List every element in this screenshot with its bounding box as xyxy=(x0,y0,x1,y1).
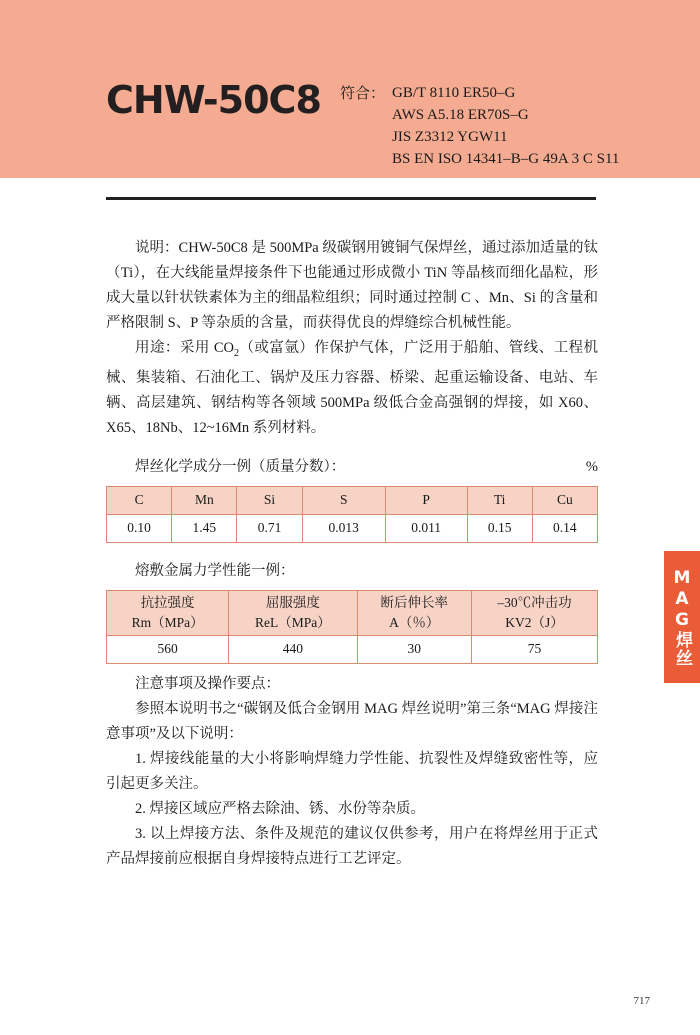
usage-subscript: 2 xyxy=(234,347,240,359)
chem-val-si: 0.71 xyxy=(237,514,302,542)
section-side-tab xyxy=(664,551,700,683)
chem-col-p: P xyxy=(385,486,467,514)
notes-title: 注意事项及操作要点： xyxy=(135,675,280,692)
mechanical-properties-table xyxy=(106,590,598,664)
chem-col-ti: Ti xyxy=(467,486,532,514)
usage-text-after: （或富氩）作保护气体，广泛用于船舶、管线、工程机械、集装箱、石油化工、锅炉及压力容器、桥梁、起重运输设备、电站、车辆、高层建筑、钢结构等各领域 500MPa 级低合金高强钢的焊接，如 X60、X65、18Nb、12~16Mn 系列材料。 xyxy=(106,340,598,436)
table-row xyxy=(107,635,598,663)
chem-val-cu: 0.14 xyxy=(532,514,597,542)
chem-col-si: Si xyxy=(237,486,302,514)
chem-composition-table xyxy=(106,486,598,543)
standard-item: JIS Z3312 YGW11 xyxy=(392,129,508,145)
page-title: CHW-50C8 xyxy=(106,78,321,122)
mech-val-impact: 75 xyxy=(472,635,598,663)
note-item-2: 2. 焊接区域应严格去除油、锈、水份等杂质。 xyxy=(135,800,425,817)
mech-col-tensile-line2: Rm（MPa） xyxy=(131,614,204,630)
chem-val-s: 0.013 xyxy=(302,514,385,542)
page-number: 717 xyxy=(633,995,650,1007)
mech-val-yield: 440 xyxy=(229,635,357,663)
header-divider xyxy=(106,197,596,200)
standard-item: AWS A5.18 ER70S–G xyxy=(392,107,529,123)
description-text: CHW-50C8 是 500MPa 级碳钢用镀铜气保焊丝，通过添加适量的钛（Ti），在大线能量焊接条件下也能通过形成微小 TiN 等晶核而细化晶粒，形成大量以针状铁素体为主的细晶粒组织；同时通过控制 C 、Mn、Si 的含量和严格限制 S、P 等杂质的含量，而获得优良的焊缝综合机械性能。 xyxy=(106,240,599,331)
mech-col-tensile xyxy=(107,590,229,635)
table-header-row xyxy=(107,590,598,635)
mech-table-wrap xyxy=(106,590,598,664)
table-row xyxy=(107,514,598,542)
standards-label: 符合： xyxy=(340,86,386,102)
chem-col-s: S xyxy=(302,486,385,514)
chem-val-mn: 1.45 xyxy=(172,514,237,542)
chem-val-p: 0.011 xyxy=(385,514,467,542)
chem-col-cu: Cu xyxy=(532,486,597,514)
mech-col-yield-line1: 屈服强度 xyxy=(265,594,320,610)
mech-col-yield-line2: ReL（MPa） xyxy=(254,614,331,630)
side-tab-label: MAG焊丝 xyxy=(672,567,692,667)
chem-col-c: C xyxy=(107,486,172,514)
chem-table-wrap xyxy=(106,486,598,543)
notes-intro: 参照本说明书之“碳钢及低合金钢用 MAG 焊丝说明”第三条“MAG 焊接注意事项”及以下说明： xyxy=(106,700,598,742)
mech-col-impact xyxy=(472,590,598,635)
description-paragraph xyxy=(106,236,598,336)
note-item-3: 3. 以上焊接方法、条件及规范的建议仅供参考，用户在将焊丝用于正式产品焊接前应根据自身焊接特点进行工艺评定。 xyxy=(106,825,598,867)
mech-col-impact-line1: –30℃冲击功 xyxy=(497,594,572,610)
chem-val-ti: 0.15 xyxy=(467,514,532,542)
chem-table-title: 焊丝化学成分一例（质量分数）： xyxy=(135,458,346,475)
standards-list xyxy=(392,82,619,170)
description-label: 说明： xyxy=(135,240,179,256)
mech-val-elongation: 30 xyxy=(357,635,472,663)
chem-val-c: 0.10 xyxy=(107,514,172,542)
usage-label: 用途： xyxy=(135,340,180,356)
mech-col-elongation xyxy=(357,590,472,635)
mech-col-yield xyxy=(229,590,357,635)
mech-col-elongation-line2: A（％） xyxy=(389,614,440,630)
chem-table-header-row xyxy=(106,455,598,480)
chem-col-mn: Mn xyxy=(172,486,237,514)
standard-item: BS EN ISO 14341–B–G 49A 3 C S11 xyxy=(392,151,620,167)
mech-col-elongation-line1: 断后伸长率 xyxy=(380,594,449,610)
table-header-row xyxy=(107,486,598,514)
mech-col-tensile-line1: 抗拉强度 xyxy=(140,594,195,610)
usage-paragraph xyxy=(106,336,598,441)
chem-table-unit: % xyxy=(585,458,598,475)
usage-text-before: 采用 CO xyxy=(179,340,235,356)
standard-item: GB/T 8110 ER50–G xyxy=(392,85,516,101)
document-body xyxy=(106,236,598,872)
notes-section xyxy=(106,672,598,872)
mech-table-title: 熔敷金属力学性能一例： xyxy=(135,562,295,579)
mech-val-tensile: 560 xyxy=(107,635,229,663)
mech-col-impact-line2: KV2（J） xyxy=(505,614,564,630)
note-item-1: 1. 焊接线能量的大小将影响焊缝力学性能、抗裂性及焊缝致密性等，应引起更多关注。 xyxy=(106,750,598,792)
